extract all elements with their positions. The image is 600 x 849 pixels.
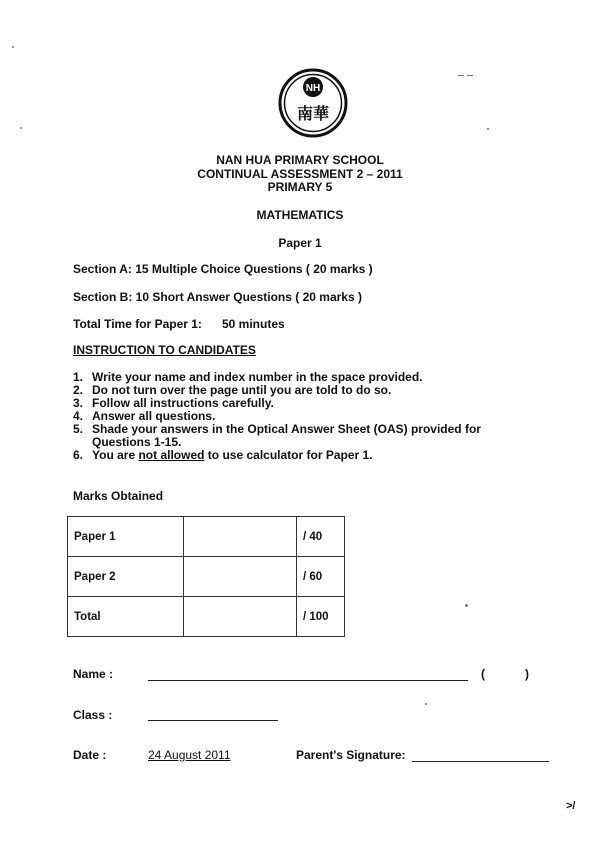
marks-heading: Marks Obtained	[73, 489, 164, 503]
table-row	[68, 517, 345, 557]
score-cell[interactable]	[184, 517, 297, 557]
total-cell: / 40	[297, 517, 345, 557]
total-cell: / 100	[297, 597, 345, 637]
instructions-list	[73, 371, 533, 462]
name-field[interactable]	[148, 680, 468, 681]
table-row	[68, 597, 345, 637]
instruction-item: 6. You are not allowed to use calculator for Paper 1.	[73, 448, 373, 462]
signature-label: Parent's Signature:	[296, 748, 406, 762]
date-label: Date :	[73, 748, 107, 762]
scan-speck	[467, 75, 473, 76]
date-value: 24 August 2011	[148, 748, 231, 762]
section-a: Section A: 15 Multiple Choice Questions ( 20 marks )	[73, 262, 373, 276]
instructions-heading: INSTRUCTION TO CANDIDATES	[73, 343, 256, 357]
not-allowed-emphasis: not allowed	[138, 448, 205, 462]
index-paren-close: )	[525, 667, 529, 681]
logo-chinese: 南華	[296, 104, 330, 123]
row-label: Paper 1	[68, 517, 184, 557]
scan-speck	[12, 46, 14, 48]
table-row	[68, 557, 345, 597]
index-paren-open: (	[481, 667, 485, 681]
instruction-item: 5. Shade your answers in the Optical Answer Sheet (OAS) provided for Questions 1-15.	[73, 422, 481, 449]
row-label: Total	[68, 597, 184, 637]
instruction-item: 4. Answer all questions.	[73, 409, 216, 423]
logo-monogram: NH	[305, 83, 321, 94]
score-cell[interactable]	[184, 597, 297, 637]
scan-speck	[458, 75, 464, 76]
level: PRIMARY 5	[267, 180, 333, 194]
subject: MATHEMATICS	[256, 208, 344, 222]
paper-number: Paper 1	[278, 236, 322, 250]
scan-speck	[465, 604, 468, 607]
instruction-item: 3. Follow all instructions carefully.	[73, 396, 274, 410]
assessment-title: CONTINUAL ASSESSMENT 2 – 2011	[197, 167, 403, 181]
scan-speck	[20, 127, 22, 129]
row-label: Paper 2	[68, 557, 184, 597]
total-time-label: Total Time for Paper 1:	[73, 317, 202, 331]
page-mark: >/	[566, 800, 576, 812]
instruction-item: 1. Write your name and index number in the space provided.	[73, 370, 423, 384]
scan-speck	[425, 703, 427, 705]
signature-field[interactable]	[412, 761, 549, 762]
score-cell[interactable]	[184, 557, 297, 597]
section-b: Section B: 10 Short Answer Questions ( 20 marks )	[73, 290, 362, 304]
total-time-value: 50 minutes	[222, 317, 285, 331]
total-cell: / 60	[297, 557, 345, 597]
class-field[interactable]	[148, 720, 278, 721]
scan-speck	[487, 128, 489, 130]
marks-table	[67, 516, 345, 637]
name-label: Name :	[73, 667, 114, 681]
instruction-item: 2. Do not turn over the page until you are told to do so.	[73, 383, 392, 397]
school-logo	[278, 68, 348, 138]
school-name: NAN HUA PRIMARY SCHOOL	[216, 153, 384, 167]
class-label: Class :	[73, 708, 113, 722]
